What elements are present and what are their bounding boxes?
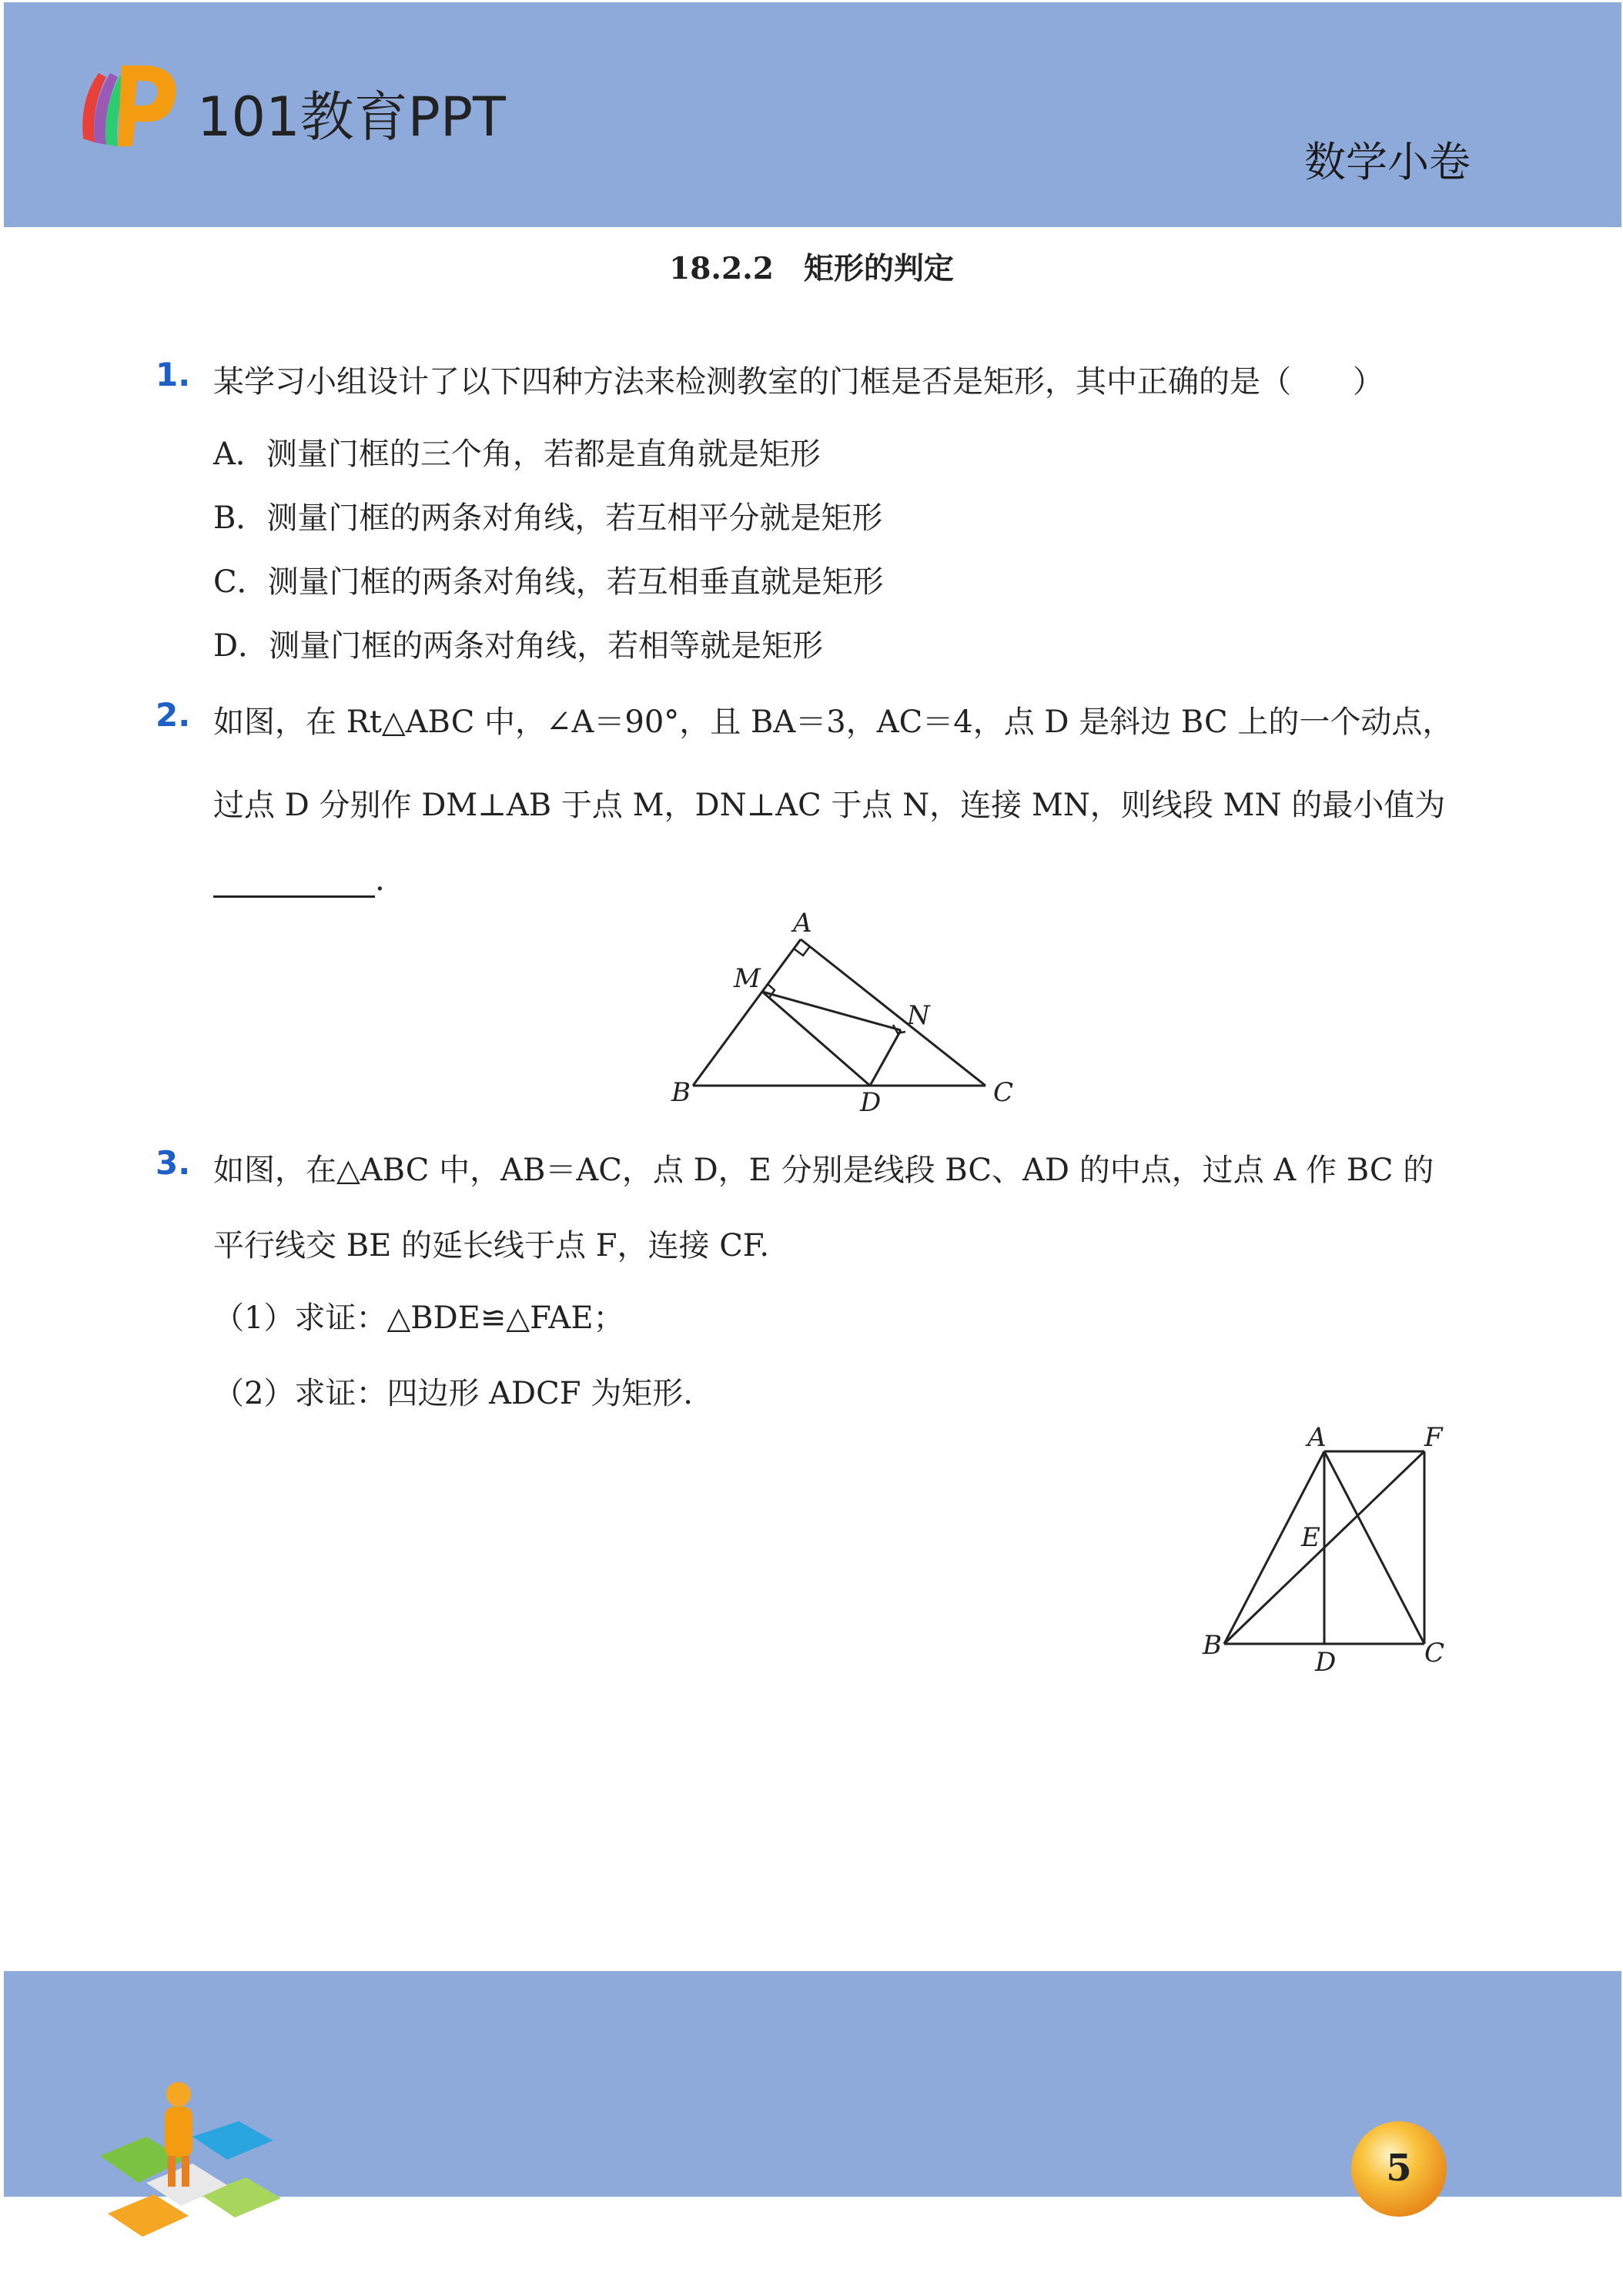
label-d: D (860, 1087, 882, 1116)
figure-right-triangle (662, 909, 1032, 1116)
document-title: 18.2.2 矩形的判定 (669, 251, 954, 286)
label-a: A (793, 909, 812, 939)
section-label: 数学小卷 (1304, 138, 1471, 186)
question-stem: 如图，在 Rt△ABC 中，∠A＝90°，且 BA＝3，AC＝4，点 D 是斜边 BC 上的一个动点， (213, 705, 1454, 740)
question-number: 1. (156, 356, 191, 393)
option-d: D．测量门框的两条对角线，若相等就是矩形 (213, 628, 824, 664)
answer-blank-line (213, 862, 385, 898)
sub-question-2: （2）求证：四边形 ADCF 为矩形. (213, 1376, 693, 1411)
label-c: C (993, 1077, 1014, 1108)
option-b: B．测量门框的两条对角线，若互相平分就是矩形 (213, 500, 883, 536)
sub-question-1: （1）求证：△BDE≌△FAE； (213, 1300, 624, 1336)
question-stem-continued: 过点 D 分别作 DM⊥AB 于点 M，DN⊥AC 于点 N，连接 MN，则线段 MN 的最小值为 (213, 788, 1446, 823)
label-f: F (1424, 1422, 1443, 1453)
question-number: 3. (156, 1144, 191, 1182)
answer-blank[interactable] (213, 865, 375, 898)
sentence-end: . (375, 862, 385, 898)
question-number: 2. (156, 696, 191, 734)
label-n: N (907, 1000, 930, 1031)
label-c: C (1424, 1638, 1445, 1668)
label-b: B (671, 1077, 691, 1108)
label-b: B (1203, 1630, 1222, 1661)
option-a: A．测量门框的三个角，若都是直角就是矩形 (213, 437, 821, 472)
label-e: E (1301, 1522, 1320, 1553)
page-number: 5 (1386, 2147, 1412, 2190)
mascot-tiles-icon (92, 2079, 293, 2264)
brand-logo-icon (75, 54, 183, 158)
question-stem: 某学习小组设计了以下四种方法来检测教室的门框是否是矩形，其中正确的是（ ） (213, 364, 1384, 400)
brand-name: 101教育PPT (197, 85, 506, 149)
figure-rectangle-adcf (1186, 1417, 1463, 1678)
option-c: C．测量门框的两条对角线，若互相垂直就是矩形 (213, 564, 884, 600)
label-a: A (1307, 1422, 1327, 1453)
question-stem-continued: 平行线交 BE 的延长线于点 F，连接 CF. (213, 1228, 770, 1263)
label-d: D (1315, 1647, 1337, 1678)
question-stem: 如图，在△ABC 中，AB＝AC，点 D，E 分别是线段 BC、AD 的中点，过点 A 作 BC 的 (213, 1153, 1434, 1188)
label-m: M (734, 963, 761, 994)
